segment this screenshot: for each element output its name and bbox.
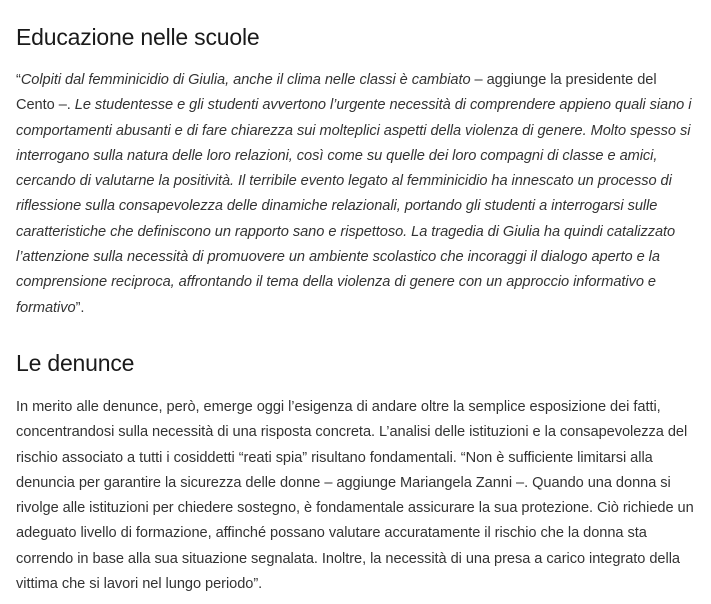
section-heading-denunce: Le denunce — [16, 350, 135, 376]
close-quote-mark: ”. — [75, 299, 85, 316]
denunce-paragraph: In merito alle denunce, però, emerge oggi l’esigenza di andare oltre la semplice esposizione dei fatti, concentrandosi sulla necessità di una risposta concreta. L’analisi delle istituzioni e la consapevolezza del rischio associato a tutti i cosiddetti “reati spia” risultano fondamentali. “Non è sufficiente limitarsi alla denuncia per garantire la sicurezza delle donne – aggiunge Mariangela Zanni –. Quando una donna si rivolge alle istituzioni per chiedere sostegno, è fondamentale assicurare la sua protezione. Ciò richiede un adeguato livello di formazione, affinché possano valutare accuratamente il rischio che la donna sta correndo in base alla sua situazione segnalata. Inoltre, la necessità di una presa a carico integrato della vittima che si lavori nel lungo periodo”. — [16, 399, 694, 593]
section-heading-educazione: Educazione nelle scuole — [16, 24, 260, 50]
quote-paragraph — [16, 68, 694, 321]
quote-attribution: – aggiunge la presidente del Cento –. — [16, 72, 657, 114]
open-quote-mark: “ — [16, 72, 21, 88]
quote-part-2: Le studentesse e gli studenti avvertono l’urgente necessità di comprendere appieno quali siano i comportamenti abusanti e di fare chiarezza sui molteplici aspetti della violenza di genere. Molto spesso si interrogano sulla natura delle loro relazioni, così come su quelle dei loro compagni di classe e amici, cercando di valutarne la positività. Il terribile evento legato al femminicidio ha innescato un processo di riflessione sulla consapevolezza delle dinamiche relazionali, portando gli studenti a interrogarsi sulle caratteristiche che definiscono un rapporto sano e rispettoso. La tragedia di Giulia ha quindi catalizzato l’attenzione sulla necessità di promuovere un ambiente scolastico che incoraggi il dialogo aperto e la comprensione reciproca, affrontando il tema della violenza di genere con un approccio informativo e formativo — [16, 97, 692, 316]
quote-part-1: Colpiti dal femminicidio di Giulia, anche il clima nelle classi è cambiato — [20, 72, 471, 88]
